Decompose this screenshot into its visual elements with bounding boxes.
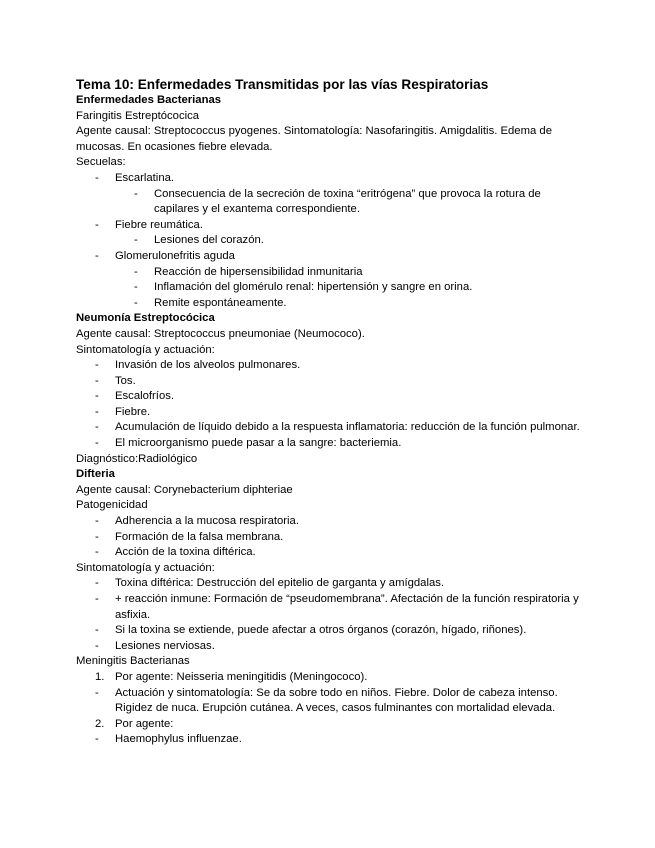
dash-marker: - bbox=[95, 249, 99, 262]
page-title: Tema 10: Enfermedades Transmitidas por las vías Respiratorias bbox=[76, 77, 489, 92]
number-marker: 2. bbox=[95, 717, 105, 730]
dash-marker: - bbox=[95, 733, 99, 746]
dash-marker: - bbox=[95, 405, 99, 418]
dash-marker: - bbox=[95, 390, 99, 403]
document-body bbox=[76, 76, 586, 748]
list-item-text: Consecuencia de la secreción de toxina “eritrógena” que provoca la rotura de capilares y el exantema correspondiente. bbox=[154, 187, 541, 216]
list-item-text: Si la toxina se extiende, puede afectar a otros órganos (corazón, hígado, riñones). bbox=[115, 624, 527, 637]
list-item-text: Tos. bbox=[115, 374, 136, 387]
dash-marker: - bbox=[95, 421, 99, 434]
dash-marker: - bbox=[95, 624, 99, 637]
numbered-item bbox=[76, 670, 586, 686]
list-item bbox=[76, 420, 586, 436]
heading-faringitis: Faringitis Estreptócocica bbox=[76, 109, 200, 122]
list-item bbox=[76, 530, 586, 546]
dash-marker: - bbox=[95, 374, 99, 387]
list-item-text: Lesiones del corazón. bbox=[154, 234, 264, 247]
list-item-text: Formación de la falsa membrana. bbox=[115, 530, 284, 543]
list-item bbox=[76, 732, 586, 748]
list-item bbox=[76, 358, 586, 374]
dash-marker: - bbox=[95, 546, 99, 559]
list-item-text: Por agente: bbox=[115, 717, 174, 730]
heading-neumonia: Neumonía Estreptocócica bbox=[76, 312, 215, 325]
dash-marker: - bbox=[95, 639, 99, 652]
list-item bbox=[76, 623, 586, 639]
list-item bbox=[76, 592, 586, 623]
dash-marker: - bbox=[95, 171, 99, 184]
dash-marker: - bbox=[134, 296, 138, 309]
dash-marker: - bbox=[95, 577, 99, 590]
dash-marker: - bbox=[95, 515, 99, 528]
list-item-text: Reacción de hipersensibilidad inmunitaria bbox=[154, 265, 363, 278]
list-item bbox=[76, 187, 586, 218]
list-item-text: Acción de la toxina diftérica. bbox=[115, 546, 256, 559]
list-item-text: Inflamación del glomérulo renal: hipertensión y sangre en orina. bbox=[154, 281, 473, 294]
section-heading-bacterial: Enfermedades Bacterianas bbox=[76, 94, 222, 106]
list-item-text: Acumulación de líquido debido a la respuesta inflamatoria: reducción de la función pulmonar. bbox=[115, 421, 580, 434]
list-item bbox=[76, 514, 586, 530]
list-item bbox=[76, 296, 586, 312]
list-item bbox=[76, 405, 586, 421]
dash-marker: - bbox=[95, 218, 99, 231]
list-item-text: Lesiones nerviosas. bbox=[115, 639, 215, 652]
list-item bbox=[76, 436, 586, 452]
list-item bbox=[76, 171, 586, 187]
list-item bbox=[76, 233, 586, 249]
list-item bbox=[76, 545, 586, 561]
list-item bbox=[76, 639, 586, 655]
list-item-text: Invasión de los alveolos pulmonares. bbox=[115, 359, 301, 372]
list-item-text: Adherencia a la mucosa respiratoria. bbox=[115, 515, 299, 528]
list-item-text: El microorganismo puede pasar a la sangre: bacteriemia. bbox=[115, 437, 402, 450]
difteria-pato-label: Patogenicidad bbox=[76, 499, 148, 512]
dash-marker: - bbox=[134, 281, 138, 294]
list-item-text: Haemophylus influenzae. bbox=[115, 733, 242, 746]
list-item-text: Toxina diftérica: Destrucción del epitelio de garganta y amígdalas. bbox=[115, 577, 445, 590]
faringitis-agent: Agente causal: Streptococcus pyogenes. Sintomatología: Nasofaringitis. Amigdalitis. Edema de mucosas. En ocasiones fiebre elevada. bbox=[76, 125, 552, 153]
dash-marker: - bbox=[95, 686, 99, 699]
dash-marker: - bbox=[95, 530, 99, 543]
dash-marker: - bbox=[95, 593, 99, 605]
list-item bbox=[76, 218, 586, 234]
list-item-text: + reacción inmune: Formación de “pseudomembrana”. Afectación de la función respiratoria y asfixia. bbox=[115, 593, 579, 621]
numbered-item bbox=[76, 717, 586, 733]
heading-meningitis: Meningitis Bacterianas bbox=[76, 655, 190, 668]
list-item bbox=[76, 249, 586, 265]
difteria-sinto-label: Sintomatología y actuación: bbox=[76, 561, 215, 574]
list-item-text: Glomerulonefritis aguda bbox=[115, 249, 235, 262]
difteria-agent: Agente causal: Corynebacterium diphteriae bbox=[76, 483, 293, 496]
list-item bbox=[76, 686, 586, 717]
list-item bbox=[76, 374, 586, 390]
secuelas-label: Secuelas: bbox=[76, 156, 126, 169]
list-item-text: Por agente: Neisseria meningitidis (Meningococo). bbox=[115, 670, 368, 683]
list-item-text: Fiebre. bbox=[115, 405, 151, 418]
list-item-text: Remite espontáneamente. bbox=[154, 296, 287, 309]
dash-marker: - bbox=[134, 187, 138, 200]
list-item bbox=[76, 280, 586, 296]
dash-marker: - bbox=[134, 265, 138, 278]
list-item-text: Escarlatina. bbox=[115, 171, 175, 184]
dash-marker: - bbox=[134, 234, 138, 247]
list-item bbox=[76, 389, 586, 405]
number-marker: 1. bbox=[95, 670, 105, 683]
list-item bbox=[76, 576, 586, 592]
dash-marker: - bbox=[95, 437, 99, 450]
dash-marker: - bbox=[95, 359, 99, 372]
neumonia-agent: Agente causal: Streptococcus pneumoniae (Neumococo). bbox=[76, 327, 365, 340]
list-item-text: Escalofríos. bbox=[115, 390, 175, 403]
neumonia-sinto-label: Sintomatología y actuación: bbox=[76, 343, 215, 356]
heading-difteria: Difteria bbox=[76, 468, 115, 481]
list-item-text: Actuación y sintomatología: Se da sobre todo en niños. Fiebre. Dolor de cabeza intenso. Rigidez de nuca. Erupción cutánea. A veces, casos fulminantes con mortalidad elevada. bbox=[115, 686, 558, 715]
list-item-text: Fiebre reumática. bbox=[115, 218, 203, 231]
list-item bbox=[76, 265, 586, 281]
neumonia-diagnostico: Diagnóstico:Radiológico bbox=[76, 452, 198, 465]
